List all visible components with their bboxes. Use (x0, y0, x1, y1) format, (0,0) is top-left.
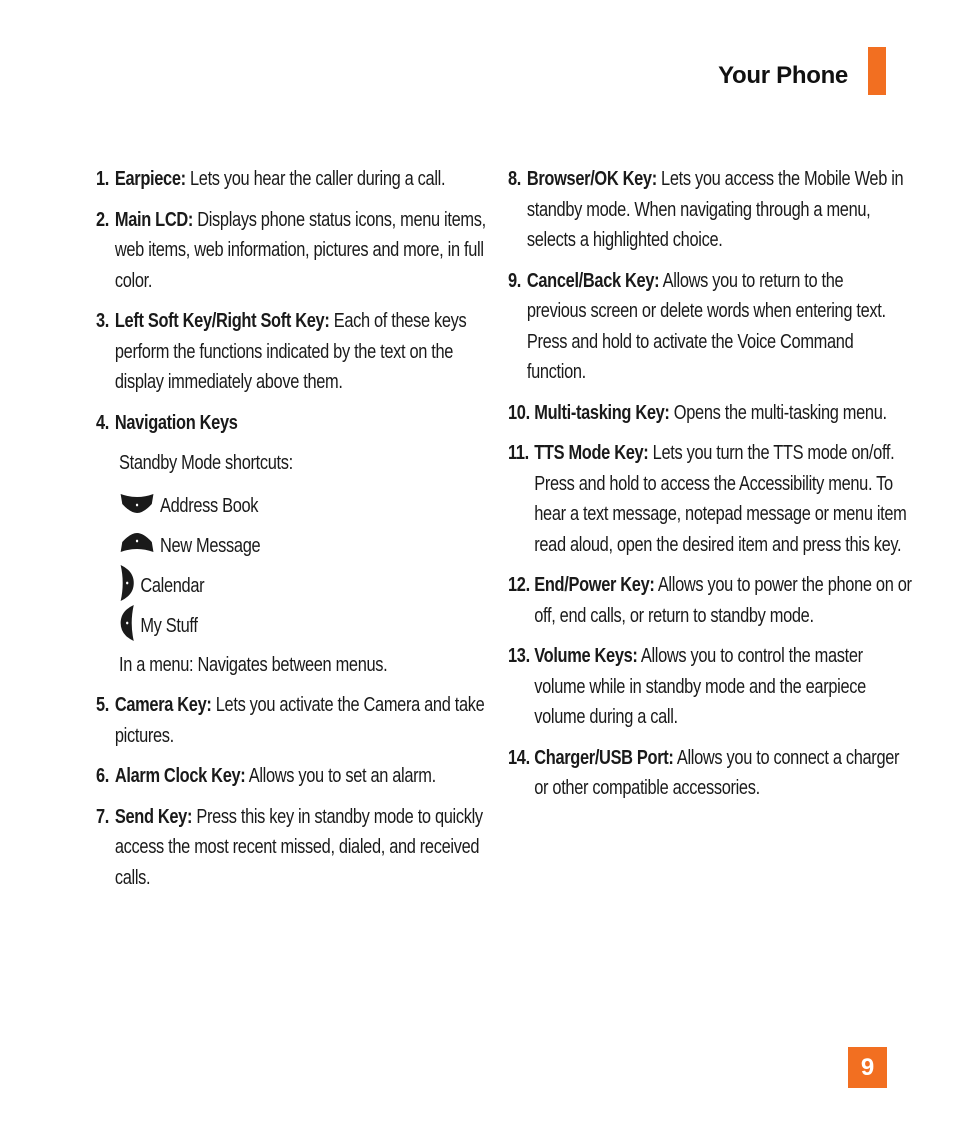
item-term: TTS Mode Key: (534, 442, 649, 464)
nav-up-key-icon (119, 532, 155, 560)
list-item (508, 570, 914, 631)
item-term: Left Soft Key/Right Soft Key: (114, 310, 330, 332)
item-number: 14. (508, 746, 530, 769)
item-term: Earpiece: (114, 168, 186, 190)
item-term: Cancel/Back Key: (526, 269, 660, 292)
item-text: Allows you to power the phone on or off, end calls, or return to standby mode. (534, 574, 912, 627)
item-number: 10. (508, 401, 530, 424)
item-term: End/Power Key: (534, 574, 655, 596)
item-text: Each of these keys perform the functions indicated by the text on the display immediately above them. (114, 310, 467, 393)
list-item (96, 690, 500, 751)
item-number: 8. (508, 168, 522, 190)
shortcut-address-book (119, 486, 504, 526)
item-text: Lets you turn the TTS mode on/off. Press and hold to access the Accessibility menu. To hear a text message, notepad message or menu item read aloud, open the desired item and press this key. (534, 442, 907, 556)
item-term: Camera Key: (114, 694, 212, 716)
item-number: 3. (96, 310, 110, 332)
item-number: 5. (96, 694, 110, 716)
list-item (96, 761, 500, 792)
list-item (508, 398, 914, 429)
nav-down-key-icon (119, 492, 155, 520)
item-text: Lets you activate the Camera and take pictures. (114, 694, 485, 747)
item-term: Charger/USB Port: (534, 746, 674, 769)
item-text: Lets you hear the caller during a call. (185, 168, 446, 190)
shortcut-label: Calendar (140, 574, 205, 597)
item-term: Alarm Clock Key: (114, 765, 246, 787)
left-column (96, 164, 486, 903)
list-item (96, 306, 500, 398)
item-text: Opens the multi-tasking menu. (669, 401, 887, 424)
item-number: 2. (96, 208, 110, 231)
list-item (508, 438, 914, 560)
item-number: 7. (96, 805, 110, 828)
right-column (508, 164, 912, 814)
item-text: Allows you to control the master volume while in standby mode and the earpiece volume during a call. (534, 645, 866, 728)
shortcut-calendar (119, 566, 504, 606)
item-number: 9. (508, 269, 522, 292)
item-number: 13. (508, 645, 530, 667)
list-item (96, 408, 500, 439)
item-term: Navigation Keys (114, 411, 238, 434)
item-term: Main LCD: (114, 208, 193, 231)
item-term: Send Key: (114, 805, 193, 828)
shortcut-label: My Stuff (140, 614, 198, 637)
header-title: Your Phone (718, 62, 848, 89)
item-term: Browser/OK Key: (526, 168, 657, 190)
item-number: 11. (508, 442, 529, 464)
page-number: 9 (848, 1047, 887, 1088)
item-number: 4. (96, 411, 110, 434)
header-tab (868, 47, 886, 95)
list-item (96, 164, 500, 195)
shortcuts-label: Standby Mode shortcuts: (119, 452, 293, 474)
shortcut-new-message (119, 526, 504, 566)
shortcut-label: New Message (160, 534, 261, 557)
item-term: Multi-tasking Key: (534, 401, 670, 424)
shortcut-label: Address Book (160, 494, 259, 517)
item-number: 1. (96, 168, 110, 190)
list-item (508, 266, 907, 388)
item-text: Allows you to connect a charger or other compatible accessories. (534, 746, 900, 799)
list-item (508, 743, 914, 804)
shortcut-my-stuff (119, 606, 504, 646)
list-item (508, 164, 907, 256)
item-text: Displays phone status icons, menu items, web items, web information, pictures and more, in full color. (114, 208, 486, 292)
menu-navigation-text: In a menu: Navigates between menus. (119, 654, 388, 676)
list-item (96, 205, 500, 297)
list-item (508, 641, 914, 733)
item-number: 6. (96, 765, 110, 787)
nav-left-key-icon (119, 603, 135, 649)
list-item (96, 802, 500, 894)
item-term: Volume Keys: (534, 645, 638, 667)
item-text: Press this key in standby mode to quickly access the most recent missed, dialed, and received calls. (114, 805, 483, 889)
item-text: Allows you to set an alarm. (245, 765, 436, 787)
item-text: Allows you to return to the previous screen or delete words when entering text. Press and hold to activate the Voice Command function. (526, 269, 886, 383)
item-number: 12. (508, 574, 530, 596)
item-text: Lets you access the Mobile Web in standby mode. When navigating through a menu, selects a highlighted choice. (526, 168, 904, 251)
